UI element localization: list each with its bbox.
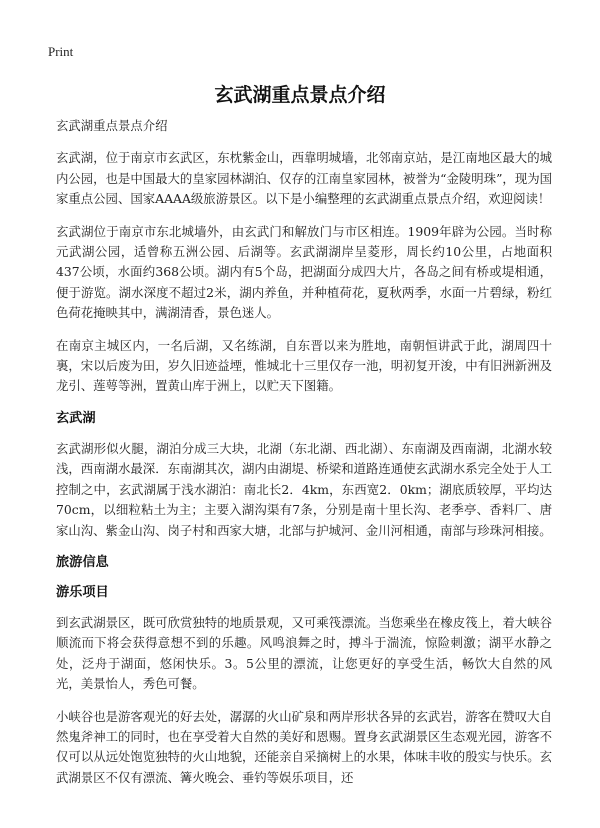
paragraph-rafting: 到玄武湖景区，既可欣赏独特的地质景观，又可乘筏漂流。当您乘坐在橡皮筏上，着大峡谷顺流而下将会获得意想不到的乐趣。风鸣浪舞之时，搏斗于湍流，惊险刺激；湖平水静之处，泛舟于湖面，悠闲快乐。3。5公里的漂流，让您更好的享受生活，畅饮大自然的风光，美景怡人，秀色可餐。 xyxy=(56,614,552,692)
paragraph-lake-shape: 玄武湖形似火腿，湖泊分成三大块，北湖（东北湖、西北湖）、东南湖及西南湖，北湖水较浅，西南湖水最深．东南湖其次，湖内由湖堤、桥梁和道路连通使玄武湖水系完全处于人工控制之中，玄武湖属于浅水湖泊：南北长2．4km，东西宽2．0km；湖底质较厚，平均达70cm，以细粒粘土为主；主要入湖沟渠有7条，分别是南十里长沟、老季亭、香料厂、唐家山沟、紫金山沟、岗子村和西家大塘，北部与护城河、金川河相通，南部与珍珠河相接。 xyxy=(56,440,552,538)
section-heading-lake: 玄武湖 xyxy=(56,410,96,426)
section-heading-activities: 游乐项目 xyxy=(56,584,109,600)
print-link[interactable]: Print xyxy=(48,44,74,59)
paragraph-location: 玄武湖位于南京市东北城墙外，由玄武门和解放门与市区相连。1909年辟为公园。当时称元武湖公园，适曾称五洲公园、后湖等。玄武湖湖岸呈菱形，周长约10公里，占地面积437公顷，水面约368公顷。湖内有5个岛，把湖面分成四大片，各岛之间有桥或堤相通，便于游览。湖水深度不超过2米，湖内养鱼，并种植荷花，夏秋两季，水面一片碧绿，粉红色荷花掩映其中，满湖清香，景色迷人。 xyxy=(56,223,552,321)
section-heading-travel: 旅游信息 xyxy=(56,554,109,570)
article-body xyxy=(56,116,552,800)
page-title: 玄武湖重点景点介绍 xyxy=(214,84,386,106)
paragraph-history: 在南京主城区内，一名后湖，又名练湖，自东晋以来为胜地，南朝恒讲武于此，湖周四十裏，宋以后废为田，岁久旧迹益堙，惟城北十三里仅存一池，明初复开浚，中有旧洲新洲及龙引、莲萼等洲，置黄山库于洲上，以贮天下图籍。 xyxy=(56,337,552,394)
paragraph-canyon: 小峡谷也是游客观光的好去处，潺潺的火山矿泉和两岸形状各异的玄武岩，游客在赞叹大自然鬼斧神工的同时，也在享受着大自然的美好和恩赐。置身玄武湖景区生态观光园，游客不仅可以从远处饱览独特的火山地貌，还能亲自采摘树上的水果，体味丰收的殷实与快乐。玄武湖景区不仅有漂流、篝火晚会、垂钓等娱乐项目，还 xyxy=(56,708,552,785)
article-subtitle: 玄武湖重点景点介绍 xyxy=(56,118,168,133)
intro-paragraph: 玄武湖，位于南京市玄武区，东枕紫金山，西靠明城墙，北邻南京站，是江南地区最大的城内公园，也是中国最大的皇家园林湖泊、仅存的江南皇家园林，被誉为“金陵明珠”，现为国家重点公园、国家AAAA级旅游景区。以下是小编整理的玄武湖重点景点介绍，欢迎阅读！ xyxy=(56,150,552,207)
